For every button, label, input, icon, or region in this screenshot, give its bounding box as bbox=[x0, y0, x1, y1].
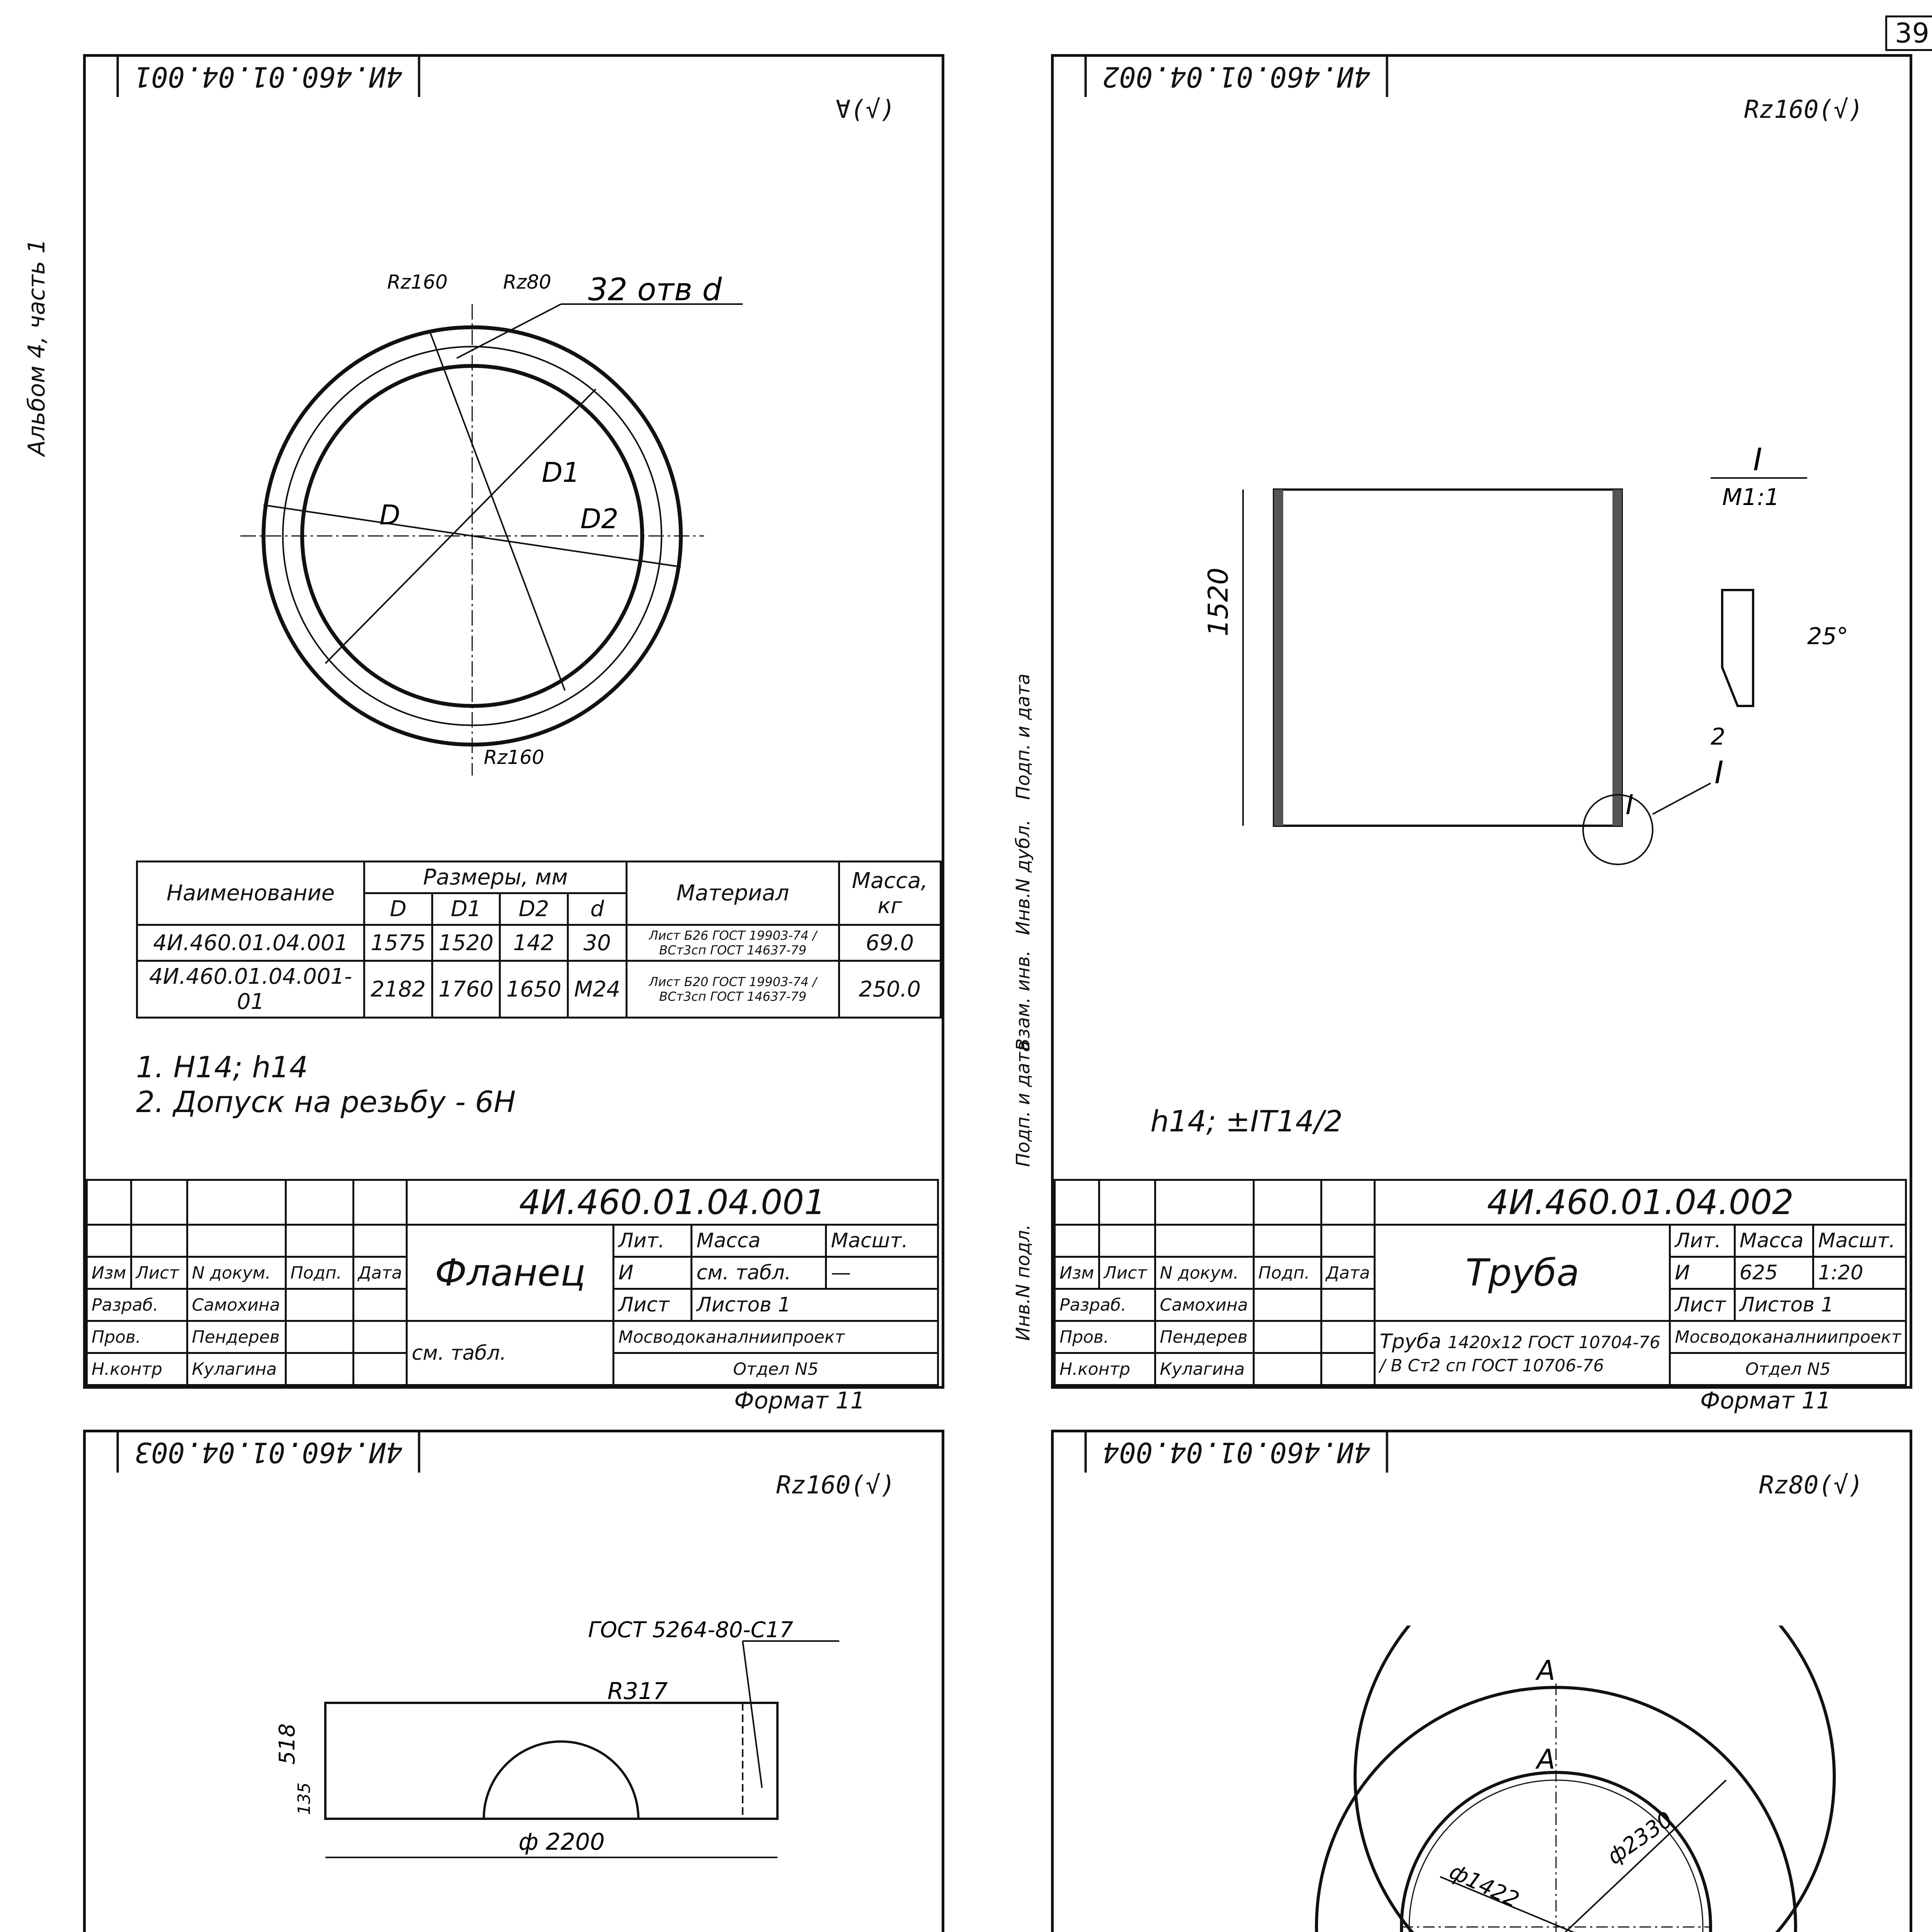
roughness-symbol: Rz160(√) bbox=[1744, 95, 1863, 124]
table-cell: 142 bbox=[500, 925, 568, 961]
angle-label: 25° bbox=[1807, 623, 1849, 650]
h-doc: N докум. bbox=[1155, 1257, 1253, 1289]
spec-sub-d: D bbox=[364, 893, 432, 925]
format-label: Формат 11 bbox=[1700, 1387, 1831, 1414]
mass-header: Масса bbox=[692, 1225, 826, 1257]
material-label: Труба bbox=[1379, 1330, 1441, 1353]
part-title: Фланец bbox=[407, 1225, 614, 1321]
roughness-symbol: Rz80(√) bbox=[1759, 1471, 1863, 1500]
title-code: 4И.460.01.04.002 bbox=[1375, 1180, 1906, 1225]
norm-name: Кулагина bbox=[187, 1353, 286, 1385]
sheets-total: Листов 1 bbox=[1735, 1289, 1906, 1321]
scale-value: — bbox=[826, 1257, 938, 1289]
title-block bbox=[86, 1179, 939, 1386]
table-row bbox=[137, 925, 941, 961]
pipe-drawing bbox=[1150, 405, 1884, 946]
role-dev: Разраб. bbox=[87, 1289, 187, 1321]
h2-label: 135 bbox=[294, 1782, 314, 1815]
h-izm: Изм bbox=[1055, 1257, 1099, 1289]
h-sign: Подп. bbox=[1253, 1257, 1321, 1289]
sheet-2 bbox=[1051, 54, 1912, 1389]
spec-sub-d1: D1 bbox=[432, 893, 500, 925]
scale-header: Масшт. bbox=[826, 1225, 938, 1257]
scale-value: 1:20 bbox=[1813, 1257, 1906, 1289]
table-cell: 1760 bbox=[432, 961, 500, 1018]
check-name: Пендерев bbox=[187, 1321, 286, 1353]
spec-header-mass: Масса, кг bbox=[839, 862, 940, 925]
dim-d: D bbox=[379, 499, 400, 531]
dev-name: Самохина bbox=[187, 1289, 286, 1321]
dev-name: Самохина bbox=[1155, 1289, 1253, 1321]
spec-header-name: Наименование bbox=[137, 862, 364, 925]
note-1: h14; ±IT14/2 bbox=[1150, 1104, 1343, 1138]
album-label: Альбом 4, часть 1 bbox=[23, 239, 50, 456]
side-label-sign: Подп. и дата bbox=[1012, 1041, 1034, 1167]
table-cell: 30 bbox=[568, 925, 627, 961]
side-label-dubl: Инв.N дубл. bbox=[1012, 819, 1034, 935]
roughness-symbol: ∀(√) bbox=[835, 95, 895, 124]
holes-label: 32 отв d bbox=[588, 272, 722, 308]
mass-value: см. табл. bbox=[692, 1257, 826, 1289]
lit-value: И bbox=[1670, 1257, 1735, 1289]
check-name: Пендерев bbox=[1155, 1321, 1253, 1353]
weld-label: ГОСТ 5264-80-С17 bbox=[588, 1617, 793, 1643]
roughness-symbol: Rz160(√) bbox=[776, 1471, 895, 1500]
part-title: Труба bbox=[1375, 1225, 1670, 1321]
dept: Отдел N5 bbox=[614, 1353, 938, 1385]
role-check: Пров. bbox=[87, 1321, 187, 1353]
title-code: 4И.460.01.04.001 bbox=[407, 1180, 938, 1225]
detail-mark: I bbox=[1714, 755, 1724, 791]
table-cell: 69.0 bbox=[839, 925, 940, 961]
flange-drawing bbox=[163, 188, 781, 845]
table-cell: М24 bbox=[568, 961, 627, 1018]
dim-d1: D1 bbox=[542, 457, 580, 488]
roughness-label-3: Rz160 bbox=[484, 746, 544, 769]
table-cell: 1575 bbox=[364, 925, 432, 961]
h-izm: Изм bbox=[87, 1257, 131, 1289]
sheets-total: Листов 1 bbox=[692, 1289, 938, 1321]
org-name: Мосводоканалниипроект bbox=[1670, 1321, 1906, 1353]
detail-label: I bbox=[1626, 789, 1634, 821]
role-check: Пров. bbox=[1055, 1321, 1155, 1353]
table-cell: 4И.460.01.04.001-01 bbox=[137, 961, 364, 1018]
diam-label: ф 2200 bbox=[519, 1828, 605, 1855]
spec-header-material: Материал bbox=[627, 862, 839, 925]
height-label: 518 bbox=[275, 1723, 300, 1765]
height-label: 1520 bbox=[1202, 567, 1234, 636]
lit-value: И bbox=[614, 1257, 692, 1289]
note-2: 2. Допуск на резьбу - 6H bbox=[136, 1085, 516, 1119]
table-cell: 1650 bbox=[500, 961, 568, 1018]
h-date: Дата bbox=[1321, 1257, 1375, 1289]
detail-title: I bbox=[1753, 442, 1762, 478]
side-label-sign2: Подп. и дата bbox=[1012, 673, 1034, 800]
radius-label: R317 bbox=[607, 1678, 668, 1705]
table-cell: 250.0 bbox=[839, 961, 940, 1018]
roughness-label-2: Rz80 bbox=[503, 271, 551, 293]
table-cell: 4И.460.01.04.001 bbox=[137, 925, 364, 961]
flange-ring-drawing bbox=[1170, 1626, 1865, 1932]
table-cell: 2182 bbox=[364, 961, 432, 1018]
table-row bbox=[137, 961, 941, 1018]
section-mark-2: А bbox=[1537, 1743, 1555, 1775]
section-mark-1: А bbox=[1537, 1655, 1555, 1686]
lit-header: Лит. bbox=[614, 1225, 692, 1257]
side-label-vzam: Взам. инв. bbox=[1012, 950, 1034, 1051]
spec-sub-dd: d bbox=[568, 893, 627, 925]
h-list: Лист bbox=[1099, 1257, 1155, 1289]
note-1: 1. H14; h14 bbox=[136, 1050, 308, 1084]
norm-name: Кулагина bbox=[1155, 1353, 1253, 1385]
role-norm: Н.контр bbox=[87, 1353, 187, 1385]
spec-header-dims: Размеры, мм bbox=[364, 862, 627, 893]
spec-sub-d2: D2 bbox=[500, 893, 568, 925]
spec-table bbox=[136, 861, 942, 1019]
table-cell: 1520 bbox=[432, 925, 500, 961]
mass-value: 625 bbox=[1735, 1257, 1813, 1289]
side-label-inv: Инв.N подл. bbox=[1012, 1224, 1034, 1341]
sheet-3 bbox=[83, 1430, 944, 1932]
roughness-label-1: Rz160 bbox=[387, 271, 448, 293]
h-date: Дата bbox=[353, 1257, 407, 1289]
mass-header: Масса bbox=[1735, 1225, 1813, 1257]
dim-d2: D2 bbox=[580, 503, 619, 535]
role-dev: Разраб. bbox=[1055, 1289, 1155, 1321]
sheet-1 bbox=[83, 54, 944, 1389]
sheet-code-mirror: 4И.460.01.04.004 bbox=[1085, 1430, 1388, 1473]
lit-header: Лит. bbox=[1670, 1225, 1735, 1257]
title-block bbox=[1054, 1179, 1907, 1386]
sheet-code-mirror: 4И.460.01.04.002 bbox=[1085, 54, 1388, 97]
scale-header: Масшт. bbox=[1813, 1225, 1906, 1257]
sheet-4 bbox=[1051, 1430, 1912, 1932]
sheet-code-mirror: 4И.460.01.04.003 bbox=[117, 1430, 420, 1473]
org-name: Мосводоканалниипроект bbox=[614, 1321, 938, 1353]
shell-drawing bbox=[202, 1548, 897, 1896]
page-number: 39 bbox=[1885, 15, 1932, 51]
detail-scale: М1:1 bbox=[1722, 484, 1780, 511]
table-cell: Лист Б26 ГОСТ 19903-74 / ВСт3сп ГОСТ 14637-79 bbox=[627, 925, 839, 961]
format-label: Формат 11 bbox=[734, 1387, 865, 1414]
diam-outer-label: ф2330 bbox=[1602, 1807, 1678, 1870]
gap-label: 2 bbox=[1711, 723, 1726, 750]
sheet-label: Лист bbox=[1670, 1289, 1735, 1321]
material: 1420x12 ГОСТ 10704-76 / В Ст2 сп ГОСТ 10706-76 bbox=[1379, 1332, 1661, 1376]
sheet-label: Лист bbox=[614, 1289, 692, 1321]
h-sign: Подп. bbox=[286, 1257, 353, 1289]
sheet-code-mirror: 4И.460.01.04.001 bbox=[117, 54, 420, 97]
h-list: Лист bbox=[131, 1257, 187, 1289]
dept: Отдел N5 bbox=[1670, 1353, 1906, 1385]
h-doc: N докум. bbox=[187, 1257, 286, 1289]
table-cell: Лист Б20 ГОСТ 19903-74 / ВСт3сп ГОСТ 14637-79 bbox=[627, 961, 839, 1018]
material: см. табл. bbox=[407, 1321, 614, 1385]
diam-inner-label: ф1422 bbox=[1446, 1859, 1523, 1913]
role-norm: Н.контр bbox=[1055, 1353, 1155, 1385]
